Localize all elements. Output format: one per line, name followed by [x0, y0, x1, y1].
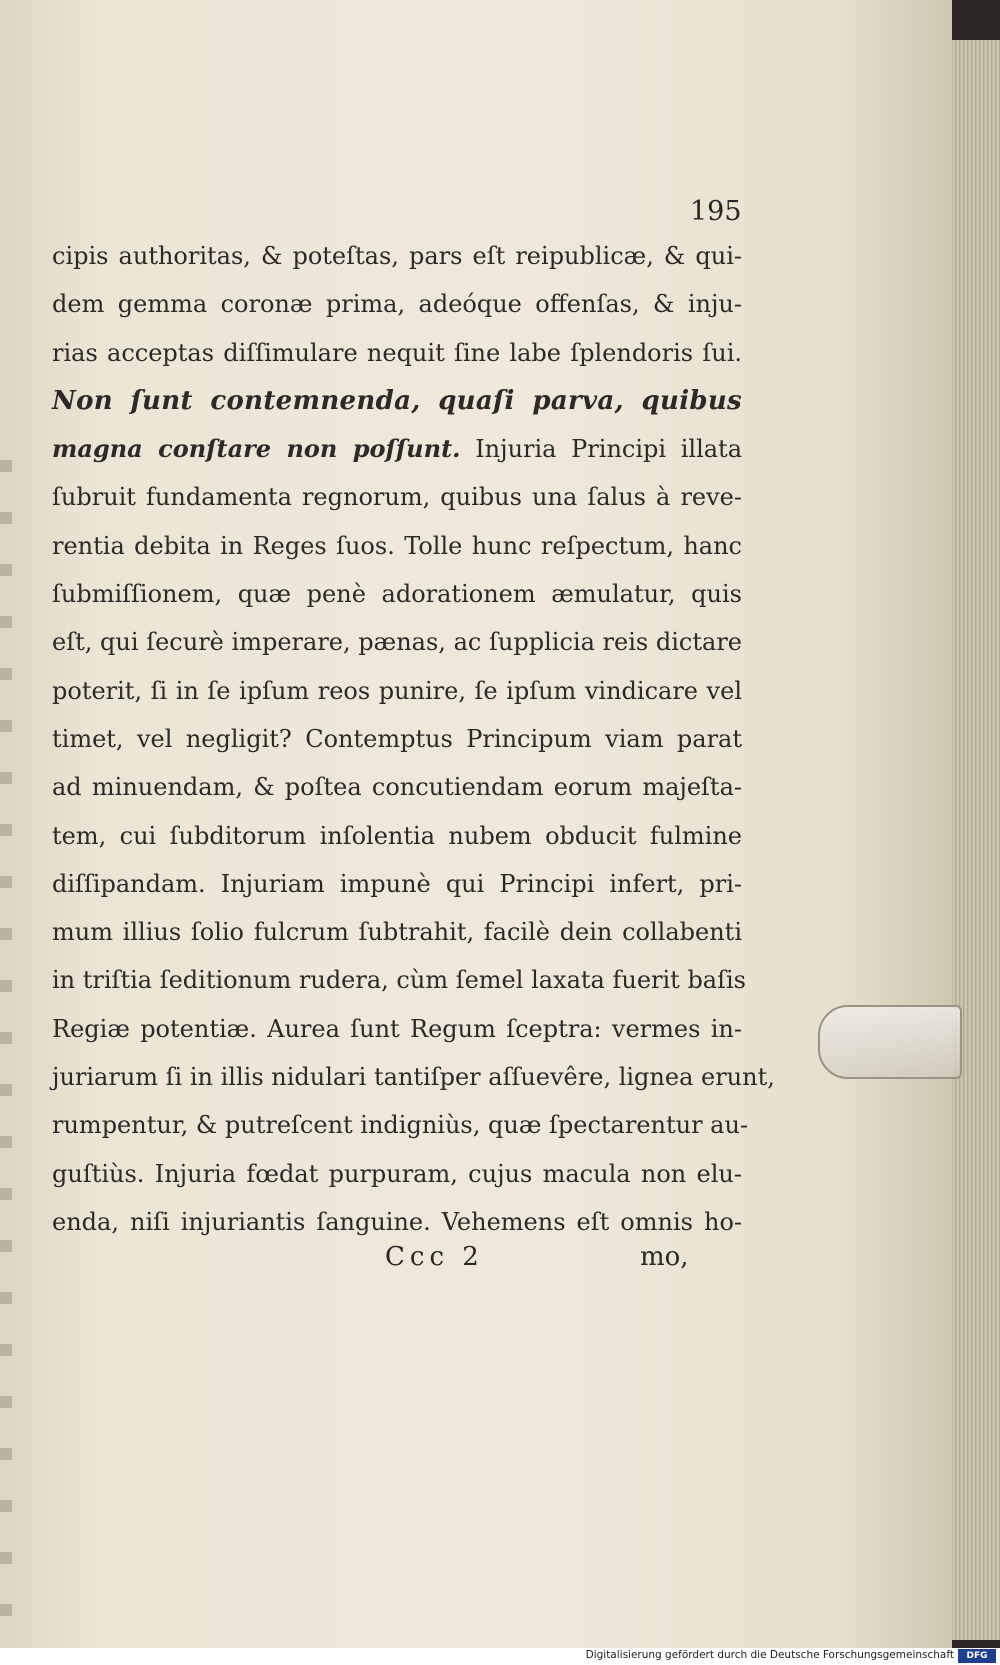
- text-line: ſubmiſſionem, quæ penè adorationem æmulatur, quis: [52, 580, 742, 609]
- italic-quote-line: Non ſunt contemnenda, quaſi parva, quibus: [52, 385, 742, 416]
- text-line: enda, niſi injuriantis ſanguine. Vehemens eſt omnis ho-: [52, 1207, 742, 1236]
- page-number: 195: [690, 196, 742, 227]
- text-line: eſt, qui ſecurè imperare, pænas, ac ſupplicia reis dictare: [52, 628, 742, 657]
- text-line: poterit, ſi in ſe ipſum reos punire, ſe ipſum vindicare vel: [52, 676, 742, 705]
- funding-credit: Digitalisierung gefördert durch die Deutsche Forschungsgemeinschaft: [585, 1649, 954, 1661]
- text-line: in triſtia ſeditionum rudera, cùm ſemel laxata fuerit baſis: [52, 966, 746, 995]
- text-line-mixed: [52, 425, 742, 473]
- text-line: tem, cui ſubditorum inſolentia nubem obducit fulmine: [52, 821, 742, 850]
- catchword: mo,: [640, 1242, 689, 1272]
- text-line: cipis authoritas, & poteſtas, pars eſt reipublicæ, & qui-: [52, 242, 742, 270]
- text-line: juriarum ſi in illis nidulari tantiſper aſſuevêre, lignea erunt,: [52, 1063, 775, 1092]
- text-line: rentia debita in Reges ſuos. Tolle hunc reſpectum, hanc: [52, 531, 742, 560]
- text-line: Regiæ potentiæ. Aurea ſunt Regum ſceptra: vermes in-: [52, 1014, 742, 1043]
- italic-quote-end: magna conſtare non poſſunt.: [52, 434, 461, 464]
- page-footer-marks: [0, 1242, 780, 1282]
- text-line: rias acceptas diſſimulare nequit ſine labe ſplendoris ſui.: [52, 338, 742, 367]
- dfg-logo: DFG: [958, 1649, 996, 1663]
- text-line: ſubruit fundamenta regnorum, quibus una ſalus à reve-: [52, 483, 742, 512]
- signature-mark: Ccc 2: [385, 1242, 484, 1272]
- text-line: diſſipandam. Injuriam impunè qui Principi infert, pri-: [52, 869, 742, 898]
- text-line: ad minuendam, & poſtea concutiendam eorum majeſta-: [52, 773, 742, 802]
- text-line: mum illius ſolio fulcrum ſubtrahit, facilè dein collabenti: [52, 918, 742, 947]
- page-clip: [818, 1005, 962, 1079]
- text-line: timet, vel negligit? Contemptus Principum viam parat: [52, 724, 742, 753]
- text-line: guſtiùs. Injuria fœdat purpuram, cujus macula non elu-: [52, 1159, 742, 1188]
- body-text: [52, 232, 775, 1246]
- text-line: dem gemma coronæ prima, adeóque offenſas, & inju-: [52, 290, 742, 319]
- text-line: rumpentur, & putreſcent indigniùs, quæ ſpectarentur au-: [52, 1111, 749, 1140]
- facing-page-bleed: [0, 420, 12, 1620]
- digitization-footer: [0, 1648, 1000, 1665]
- text-line-tail: Injuria Principi illata: [475, 435, 742, 464]
- page-block-edge: [952, 40, 1000, 1640]
